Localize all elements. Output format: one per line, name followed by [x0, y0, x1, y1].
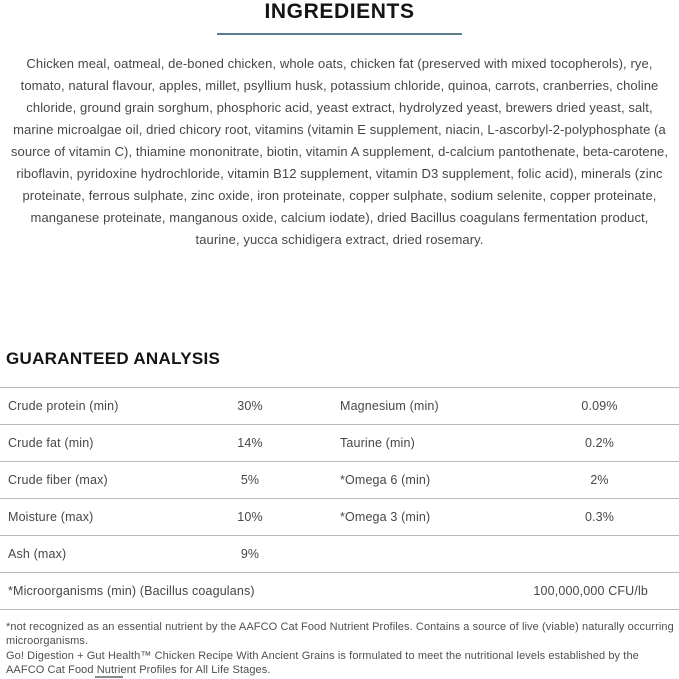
- nutrient-label: Crude fat (min): [8, 436, 94, 450]
- guaranteed-analysis-table: [0, 387, 679, 610]
- table-row: [0, 388, 679, 425]
- table-row: [0, 536, 679, 573]
- table-row: [0, 462, 679, 499]
- nutrient-label: Magnesium (min): [340, 399, 439, 413]
- cropped-bottom-divider: [95, 676, 123, 678]
- nutrient-value: 2%: [590, 473, 609, 487]
- table-row: [0, 499, 679, 536]
- nutrient-label: *Omega 3 (min): [340, 510, 431, 524]
- nutrient-label: Taurine (min): [340, 436, 415, 450]
- ingredients-title: INGREDIENTS: [264, 0, 415, 23]
- table-row: [0, 425, 679, 462]
- nutrient-label: Ash (max): [8, 547, 67, 561]
- nutrient-value: 10%: [237, 510, 263, 524]
- nutrient-value: 0.3%: [584, 510, 615, 524]
- asterisk-footnote: *not recognized as an essential nutrient by the AAFCO Cat Food Nutrient Profiles. Contains a source of live (viable) naturally occurring microorganisms.: [6, 621, 674, 647]
- ingredients-paragraph: Chicken meal, oatmeal, de-boned chicken, whole oats, chicken fat (preserved with mixed tocopherols), rye, tomato, natural flavour, apples, millet, psyllium husk, potassium chloride, quinoa, carrots, cranberries, choline chloride, ground grain sorghum, phosphoric acid, yeast extract, hydrolyzed yeast, brewers dried yeast, salt, marine microalgae oil, dried chicory root, vitamins (vitamin E supplement, niacin, L-ascorbyl-2-polyphosphate (a source of vitamin C), thiamine mononitrate, biotin, vitamin A supplement, d-calcium pantothenate, beta-carotene, riboflavin, pyridoxine hydrochloride, vitamin B12 supplement, vitamin D3 supplement, folic acid), minerals (zinc proteinate, ferrous sulphate, zinc oxide, iron proteinate, copper sulphate, sodium selenite, copper proteinate, manganese proteinate, manganous oxide, calcium iodate), dried Bacillus coagulans fermentation product, taurine, yucca schidigera extract, dried rosemary.: [10, 56, 669, 247]
- nutrient-value: 30%: [237, 399, 263, 413]
- nutrient-value: 9%: [240, 547, 260, 561]
- nutrient-label: *Microorganisms (min) (Bacillus coagulans): [8, 584, 255, 598]
- title-divider: [217, 33, 462, 35]
- nutrient-label: Crude fiber (max): [8, 473, 108, 487]
- table-row-microorganisms: [0, 573, 679, 610]
- nutrient-label: *Omega 6 (min): [340, 473, 431, 487]
- guaranteed-analysis-title: GUARANTEED ANALYSIS: [6, 349, 221, 368]
- nutrient-value: 14%: [237, 436, 263, 450]
- aafco-statement: Go! Digestion + Gut Health™ Chicken Recipe With Ancient Grains is formulated to meet the nutritional levels established by the AAFCO Cat Food Nutrient Profiles for All Life Stages.: [6, 650, 639, 676]
- nutrient-value: 0.2%: [584, 436, 615, 450]
- nutrient-value: 100,000,000 CFU/lb: [533, 584, 648, 598]
- nutrient-label: Moisture (max): [8, 510, 94, 524]
- nutrient-value: 5%: [240, 473, 260, 487]
- nutrient-label: Crude protein (min): [8, 399, 119, 413]
- nutrient-value: 0.09%: [581, 399, 618, 413]
